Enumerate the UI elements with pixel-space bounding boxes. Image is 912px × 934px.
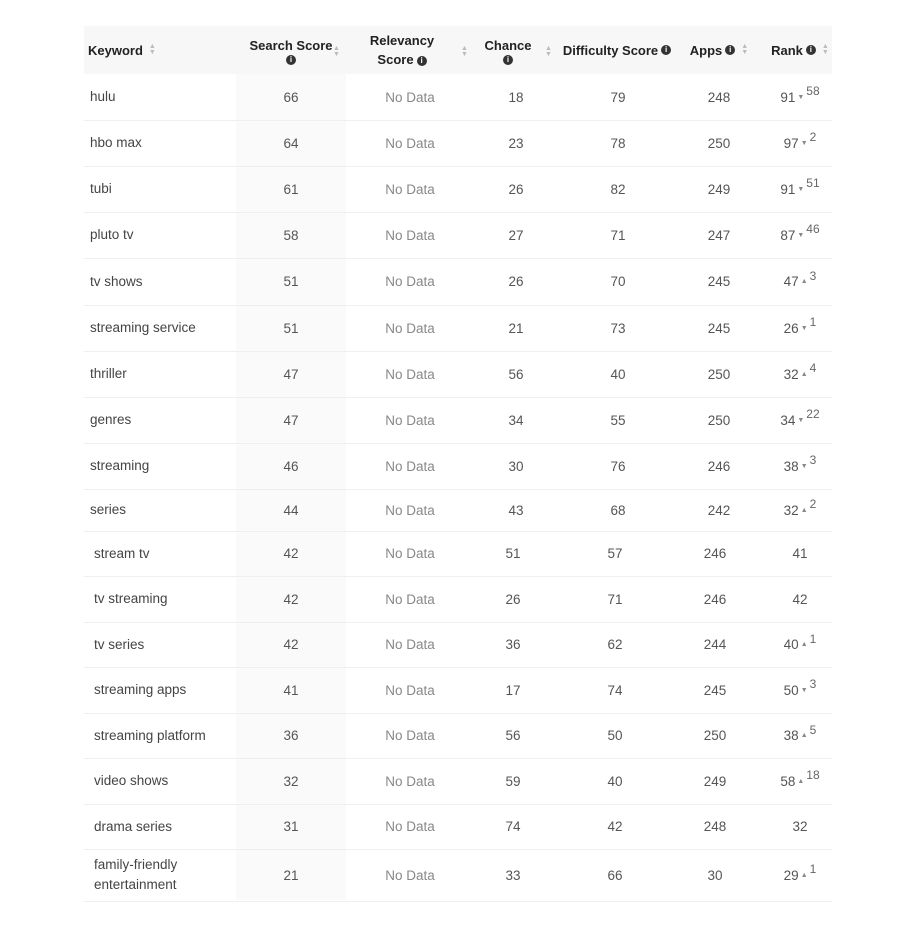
keyword-cell[interactable]: drama series xyxy=(94,818,173,834)
sort-icon[interactable]: ▲ ▼ xyxy=(333,45,340,58)
relevancy-score-cell: No Data xyxy=(385,502,435,518)
search-score-cell: 32 xyxy=(283,773,299,789)
search-score-cell: 41 xyxy=(283,682,299,698)
rank-value: 38 xyxy=(783,458,799,474)
keyword-cell[interactable]: genres xyxy=(90,412,132,427)
arrow-up-icon: ▲ xyxy=(797,777,805,785)
apps-cell: 246 xyxy=(703,591,727,607)
chance-cell: 43 xyxy=(508,502,524,518)
difficulty-score-cell: 82 xyxy=(610,181,626,197)
table-row[interactable] xyxy=(84,351,832,398)
rank-value: 26 xyxy=(783,320,799,336)
header-search-score[interactable]: Search Score i xyxy=(249,37,333,64)
search-score-cell: 66 xyxy=(283,89,299,105)
rank-change: 58 xyxy=(806,84,820,98)
chance-cell: 26 xyxy=(508,274,524,289)
rank-change: 3 xyxy=(809,677,817,691)
keyword-cell[interactable]: tv shows xyxy=(90,273,143,289)
table-row[interactable] xyxy=(84,758,832,805)
relevancy-score-cell: No Data xyxy=(385,819,435,834)
difficulty-score-cell: 42 xyxy=(607,819,623,834)
keyword-cell[interactable]: streaming xyxy=(90,458,150,473)
search-score-cell: 36 xyxy=(283,728,299,743)
table-row[interactable] xyxy=(84,397,832,444)
search-score-cell: 61 xyxy=(283,181,299,197)
difficulty-score-cell: 76 xyxy=(610,458,626,474)
arrow-down-icon: ▼ xyxy=(797,93,805,101)
difficulty-score-cell: 71 xyxy=(610,227,626,243)
info-icon[interactable]: i xyxy=(417,56,427,66)
search-score-cell: 44 xyxy=(283,502,299,518)
difficulty-score-cell: 40 xyxy=(607,773,623,789)
keyword-cell[interactable]: streaming apps xyxy=(94,682,187,697)
search-score-cell: 64 xyxy=(283,135,299,151)
arrow-down-icon: ▼ xyxy=(797,231,805,239)
sort-icon[interactable]: ▲ ▼ xyxy=(741,43,749,56)
table-row[interactable] xyxy=(84,305,832,352)
keyword-cell[interactable]: series xyxy=(90,502,127,517)
relevancy-score-cell: No Data xyxy=(385,591,435,607)
rank-value: 97 xyxy=(783,135,799,151)
rank-value: 87 xyxy=(780,227,796,243)
apps-cell: 246 xyxy=(707,458,731,474)
apps-cell: 247 xyxy=(707,227,731,243)
search-score-cell: 31 xyxy=(283,819,299,834)
rank-change: 2 xyxy=(809,497,817,511)
rank-value: 40 xyxy=(783,637,799,652)
apps-cell: 248 xyxy=(703,819,727,834)
search-score-cell: 42 xyxy=(283,546,299,561)
header-apps[interactable]: Apps i ▲ ▼ xyxy=(689,42,749,58)
rank-cell xyxy=(768,74,832,120)
keyword-cell[interactable]: tv series xyxy=(94,636,145,652)
arrow-up-icon: ▲ xyxy=(800,506,808,514)
apps-cell: 245 xyxy=(703,682,727,698)
relevancy-score-cell: No Data xyxy=(385,682,435,698)
keyword-cell[interactable]: tubi xyxy=(90,181,112,196)
rank-cell xyxy=(768,212,832,258)
rank-change: 1 xyxy=(809,631,817,646)
apps-cell: 245 xyxy=(707,274,731,289)
rank-value: 42 xyxy=(792,591,808,607)
rank-change: 4 xyxy=(809,361,817,375)
relevancy-score-cell: No Data xyxy=(385,412,435,428)
chance-cell: 21 xyxy=(508,320,524,336)
chance-cell: 56 xyxy=(508,366,524,382)
header-chance[interactable]: Chance i xyxy=(484,37,532,64)
sort-icon[interactable]: ▲ ▼ xyxy=(148,43,156,56)
table-row[interactable] xyxy=(84,74,832,121)
header-keyword[interactable]: Keyword ▲ ▼ xyxy=(88,42,156,58)
keyword-cell[interactable]: video shows xyxy=(94,773,169,788)
table-row[interactable] xyxy=(84,849,832,902)
sort-icon[interactable]: ▲ ▼ xyxy=(821,43,829,56)
rank-cell xyxy=(768,443,832,489)
rank-value: 32 xyxy=(783,366,799,382)
chance-cell: 56 xyxy=(505,728,521,743)
rank-cell xyxy=(768,489,832,531)
rank-cell xyxy=(768,258,832,305)
relevancy-score-cell: No Data xyxy=(385,773,435,789)
rank-change: 46 xyxy=(806,222,820,236)
difficulty-score-cell: 73 xyxy=(610,320,626,336)
apps-cell: 249 xyxy=(703,773,727,789)
arrow-up-icon: ▲ xyxy=(800,278,808,285)
apps-cell: 249 xyxy=(707,181,731,197)
arrow-up-icon: ▲ xyxy=(800,641,808,648)
difficulty-score-cell: 68 xyxy=(610,502,626,518)
rank-value: 47 xyxy=(783,274,799,289)
rank-cell xyxy=(768,351,832,397)
rank-cell xyxy=(768,397,832,443)
keyword-cell[interactable]: stream tv xyxy=(94,545,150,561)
relevancy-score-cell: No Data xyxy=(385,320,435,336)
table-row[interactable] xyxy=(84,258,832,306)
rank-cell xyxy=(768,531,832,576)
search-score-cell: 51 xyxy=(283,274,299,289)
chance-cell: 17 xyxy=(505,682,521,698)
rank-value: 29 xyxy=(783,867,799,883)
rank-change: 18 xyxy=(806,768,820,782)
rank-cell xyxy=(768,804,832,849)
arrow-down-icon: ▼ xyxy=(797,416,805,424)
table-header xyxy=(84,26,832,74)
apps-cell: 250 xyxy=(707,135,731,151)
keyword-cell[interactable]: hbo max xyxy=(90,135,142,150)
relevancy-score-cell: No Data xyxy=(385,274,435,289)
search-score-cell: 42 xyxy=(283,637,299,652)
search-score-cell: 21 xyxy=(283,867,299,883)
chance-cell: 30 xyxy=(508,458,524,474)
rank-cell xyxy=(768,758,832,804)
rank-value: 32 xyxy=(792,819,808,834)
keyword-cell[interactable]: streaming platform xyxy=(94,727,206,743)
rank-value: 41 xyxy=(792,546,808,561)
rank-cell xyxy=(768,713,832,758)
rank-value: 38 xyxy=(783,728,799,743)
table-row[interactable] xyxy=(84,576,832,623)
apps-cell: 242 xyxy=(707,502,731,518)
chance-cell: 26 xyxy=(508,181,524,197)
difficulty-score-cell: 40 xyxy=(610,366,626,382)
sort-icon[interactable]: ▲ ▼ xyxy=(461,45,468,58)
relevancy-score-cell: No Data xyxy=(385,135,435,151)
difficulty-score-cell: 74 xyxy=(607,682,623,698)
table-row[interactable] xyxy=(84,489,832,532)
chance-cell: 33 xyxy=(505,867,521,883)
difficulty-score-cell: 71 xyxy=(607,591,623,607)
apps-cell: 250 xyxy=(703,728,727,743)
relevancy-score-cell: No Data xyxy=(385,366,435,382)
table-row[interactable] xyxy=(84,120,832,167)
apps-cell: 30 xyxy=(707,867,723,883)
rank-value: 91 xyxy=(780,89,796,105)
rank-change: 1 xyxy=(809,862,817,876)
info-icon[interactable]: i xyxy=(806,45,816,55)
chance-cell: 51 xyxy=(505,546,521,561)
rank-value: 91 xyxy=(780,181,796,197)
rank-value: 32 xyxy=(783,502,799,518)
rank-change: 3 xyxy=(809,453,817,467)
difficulty-score-cell: 79 xyxy=(610,89,626,105)
rank-cell xyxy=(768,849,832,901)
arrow-up-icon: ▲ xyxy=(800,370,808,378)
keyword-cell[interactable]: tv streaming xyxy=(94,591,168,606)
search-score-cell: 58 xyxy=(283,227,299,243)
chance-cell: 34 xyxy=(508,412,524,428)
rank-change: 2 xyxy=(809,130,817,144)
header-difficulty-score[interactable]: Difficulty Score i xyxy=(560,26,674,74)
difficulty-score-cell: 78 xyxy=(610,135,626,151)
difficulty-score-cell: 70 xyxy=(610,274,626,289)
difficulty-score-cell: 55 xyxy=(610,412,626,428)
table-row[interactable] xyxy=(84,622,832,668)
arrow-down-icon: ▼ xyxy=(800,686,808,694)
table-row[interactable] xyxy=(84,166,832,213)
sort-icon[interactable]: ▲ ▼ xyxy=(545,45,552,58)
keyword-cell[interactable]: thriller xyxy=(90,366,127,381)
search-score-cell: 51 xyxy=(283,320,299,336)
info-icon[interactable]: i xyxy=(661,45,671,55)
apps-cell: 250 xyxy=(707,366,731,382)
rank-cell xyxy=(768,305,832,351)
table-row[interactable] xyxy=(84,531,832,577)
table-row[interactable] xyxy=(84,212,832,259)
rank-change: 3 xyxy=(809,268,817,283)
arrow-down-icon: ▼ xyxy=(800,324,808,332)
rank-value: 58 xyxy=(780,773,796,789)
relevancy-score-cell: No Data xyxy=(385,458,435,474)
keyword-cell[interactable]: streaming service xyxy=(90,320,196,335)
header-rank[interactable]: Rank i ▲ ▼ xyxy=(771,42,829,58)
relevancy-score-cell: No Data xyxy=(385,867,435,883)
relevancy-score-cell: No Data xyxy=(385,181,435,197)
relevancy-score-cell: No Data xyxy=(385,89,435,105)
table-row[interactable] xyxy=(84,443,832,490)
rank-cell xyxy=(768,166,832,212)
chance-cell: 23 xyxy=(508,135,524,151)
apps-cell: 246 xyxy=(703,546,727,561)
arrow-up-icon: ▲ xyxy=(800,732,808,739)
apps-cell: 245 xyxy=(707,320,731,336)
keyword-cell[interactable]: family-friendly entertainment xyxy=(94,857,178,892)
search-score-cell: 47 xyxy=(283,366,299,382)
difficulty-score-cell: 62 xyxy=(607,637,623,652)
chance-cell: 18 xyxy=(508,89,524,105)
apps-cell: 244 xyxy=(703,637,727,652)
difficulty-score-cell: 57 xyxy=(607,546,623,561)
rank-cell xyxy=(768,667,832,713)
search-score-cell: 42 xyxy=(283,591,299,607)
apps-cell: 250 xyxy=(707,412,731,428)
chance-cell: 36 xyxy=(505,637,521,652)
rank-cell xyxy=(768,622,832,667)
rank-value: 50 xyxy=(783,682,799,698)
arrow-down-icon: ▼ xyxy=(800,139,808,147)
info-icon[interactable]: i xyxy=(286,55,296,65)
difficulty-score-cell: 50 xyxy=(607,728,623,743)
relevancy-score-cell: No Data xyxy=(385,728,435,743)
arrow-down-icon: ▼ xyxy=(800,462,808,470)
relevancy-score-cell: No Data xyxy=(385,546,435,561)
chance-cell: 59 xyxy=(505,773,521,789)
apps-cell: 248 xyxy=(707,89,731,105)
rank-cell xyxy=(768,576,832,622)
chance-cell: 27 xyxy=(508,227,524,243)
chance-cell: 74 xyxy=(505,819,521,834)
info-icon[interactable]: i xyxy=(725,45,735,55)
rank-cell xyxy=(768,120,832,166)
table-row[interactable] xyxy=(84,713,832,759)
keyword-cell[interactable]: pluto tv xyxy=(90,227,134,242)
difficulty-score-cell: 66 xyxy=(607,867,623,883)
rank-change: 5 xyxy=(809,722,817,737)
search-score-cell: 47 xyxy=(283,412,299,428)
info-icon[interactable]: i xyxy=(503,55,513,65)
arrow-up-icon: ▲ xyxy=(800,871,808,879)
relevancy-score-cell: No Data xyxy=(385,227,435,243)
arrow-down-icon: ▼ xyxy=(797,185,805,193)
search-score-cell: 46 xyxy=(283,458,299,474)
table-row[interactable] xyxy=(84,804,832,850)
rank-change: 51 xyxy=(806,176,820,190)
header-relevancy-score[interactable]: Relevancy Score i xyxy=(369,33,435,67)
rank-change: 1 xyxy=(809,315,817,329)
rank-value: 34 xyxy=(780,412,796,428)
keyword-cell[interactable]: hulu xyxy=(90,89,116,104)
rank-change: 22 xyxy=(806,407,820,421)
table-row[interactable] xyxy=(84,667,832,714)
chance-cell: 26 xyxy=(505,591,521,607)
relevancy-score-cell: No Data xyxy=(385,637,435,652)
